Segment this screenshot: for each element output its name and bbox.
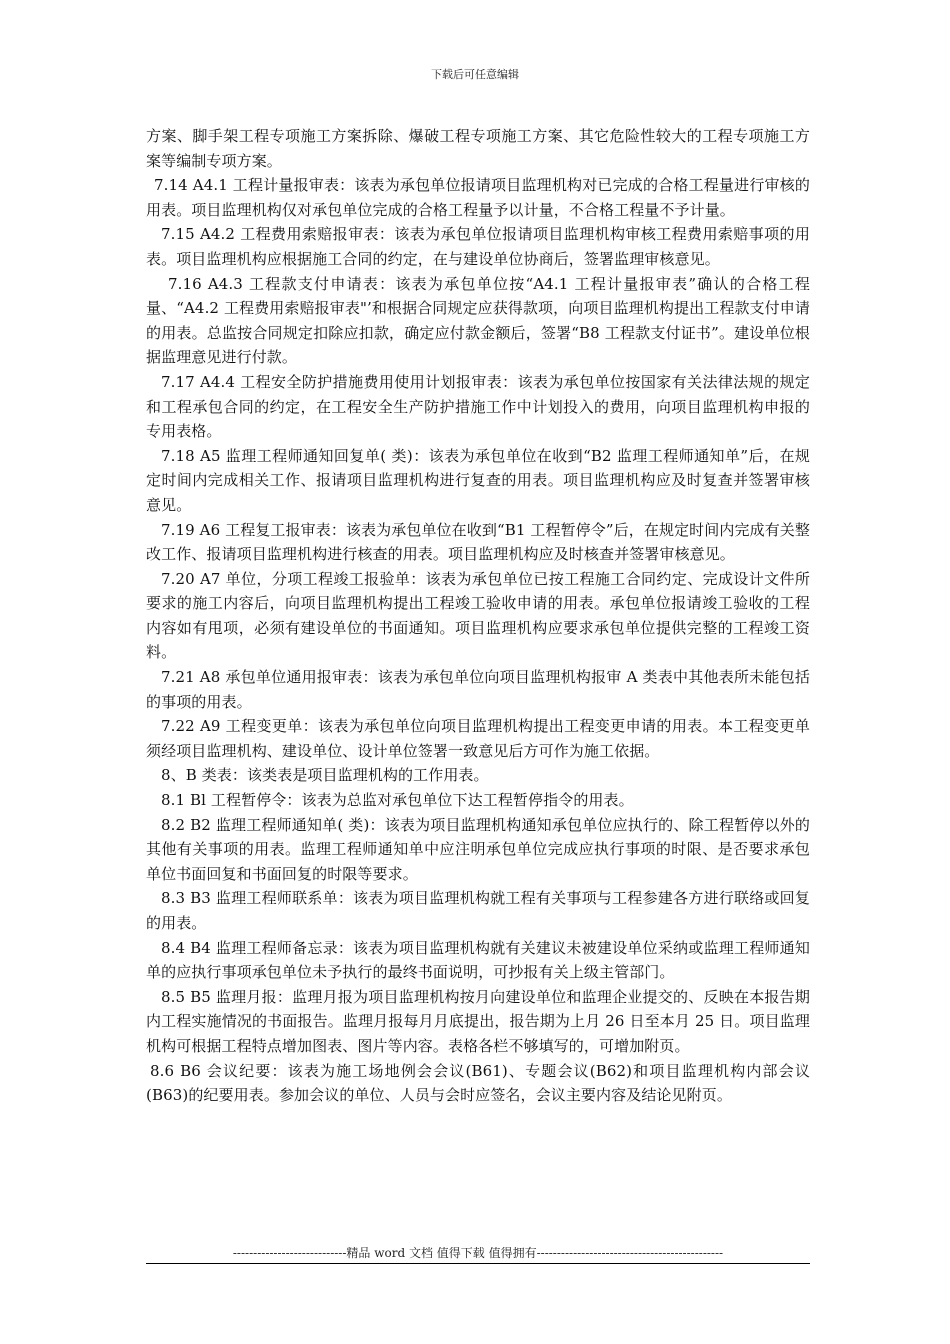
- paragraph: 7.17 A4.4 工程安全防护措施费用使用计划报审表：该表为承包单位按国家有关法律法规的规定和工程承包合同的约定，在工程安全生产防护措施工作中计划投入的费用，向项目监理机构申报的专用表格。: [146, 372, 810, 441]
- footer-divider: [146, 1263, 810, 1264]
- page-header: 下载后可任意编辑: [431, 68, 519, 81]
- paragraph: 7.20 A7 单位，分项工程竣工报验单：该表为承包单位已按工程施工合同约定、完成设计文件所要求的施工内容后，向项目监理机构提出工程竣工验收申请的用表。承包单位报请竣工验收的工程内容如有甩项，必须有建设单位的书面通知。项目监理机构应要求承包单位提供完整的工程竣工资料。: [146, 569, 810, 662]
- paragraph: 8.5 B5 监理月报：监理月报为项目监理机构按月向建设单位和监理企业提交的、反映在本报告期内工程实施情况的书面报告。监理月报每月月底提出，报告期为上月 26 日至本月 25 日。项目监理机构可根据工程特点增加图表、图片等内容。表格各栏不够填写的，可增加附页。: [146, 987, 810, 1055]
- paragraph: 8.2 B2 监理工程师通知单( 类)：该表为项目监理机构通知承包单位应执行的、除工程暂停以外的其他有关事项的用表。监理工程师通知单中应注明承包单位完成应执行事项的时限、是否要求承包单位书面回复和书面回复的时限等要求。: [146, 815, 810, 883]
- paragraph: 8、B 类表：该类表是项目监理机构的工作用表。: [161, 766, 489, 785]
- paragraph: 7.18 A5 监理工程师通知回复单( 类)：该表为承包单位在收到“B2 监理工程师通知单”后，在规定时间内完成相关工作、报请项目监理机构进行复查的用表。项目监理机构应及时复查并签署审核意见。: [146, 446, 810, 514]
- paragraph: 7.22 A9 工程变更单：该表为承包单位向项目监理机构提出工程变更申请的用表。本工程变更单须经项目监理机构、建设单位、设计单位签署一致意见后方可作为施工依据。: [146, 717, 810, 760]
- paragraph: 8.1 Bl 工程暂停令：该表为总监对承包单位下达工程暂停指令的用表。: [161, 791, 634, 810]
- paragraph: 7.15 A4.2 工程费用索赔报审表：该表为承包单位报请项目监理机构审核工程费用索赔事项的用表。项目监理机构应根据施工合同的约定，在与建设单位协商后，签署监理审核意见。: [146, 225, 810, 268]
- paragraph: 7.14 A4.1 工程计量报审表：该表为承包单位报请项目监理机构对已完成的合格工程量进行审核的用表。项目监理机构仅对承包单位完成的合格工程量予以计量，不合格工程量不予计量。: [146, 176, 810, 219]
- paragraph: 7.19 A6 工程复工报审表：该表为承包单位在收到“B1 工程暂停令”后，在规定时间内完成有关整改工作、报请项目监理机构进行核查的用表。项目监理机构应及时核查并签署审核意见。: [146, 520, 810, 564]
- paragraph: 7.21 A8 承包单位通用报审表：该表为承包单位向项目监理机构报审 A 类表中其他表所未能包括的事项的用表。: [146, 668, 810, 711]
- document-body: [146, 124, 810, 1108]
- page-footer: ----------------------------精品 word 文档 值得下载 值得拥有----------------------------------------------: [232, 1246, 724, 1260]
- paragraph: 7.16 A4.3 工程款支付申请表：该表为承包单位按“A4.1 工程计量报审表”确认的合格工程量、“A4.2 工程费用索赔报审表"’和根据合同规定应获得款项，向项目监理机构提出工程款支付申请的用表。总监按合同规定扣除应扣款，确定应付款金额后，签署“B8 工程款支付证书”。建设单位根据监理意见进行付款。: [146, 274, 810, 367]
- paragraph: 方案、脚手架工程专项施工方案拆除、爆破工程专项施工方案、其它危险性较大的工程专项施工方案等编制专项方案。: [146, 127, 810, 170]
- paragraph: 8.6 B6 会议纪要：该表为施工场地例会会议(B61)、专题会议(B62)和项目监理机构内部会议(B63)的纪要用表。参加会议的单位、人员与会时应签名，会议主要内容及结论见附页。: [146, 1061, 810, 1105]
- paragraph: 8.4 B4 监理工程师备忘录：该表为项目监理机构就有关建议未被建设单位采纳或监理工程师通知单的应执行事项承包单位未予执行的最终书面说明，可抄报有关上级主管部门。: [146, 938, 810, 982]
- paragraph: 8.3 B3 监理工程师联系单：该表为项目监理机构就工程有关事项与工程参建各方进行联络或回复的用表。: [146, 889, 810, 932]
